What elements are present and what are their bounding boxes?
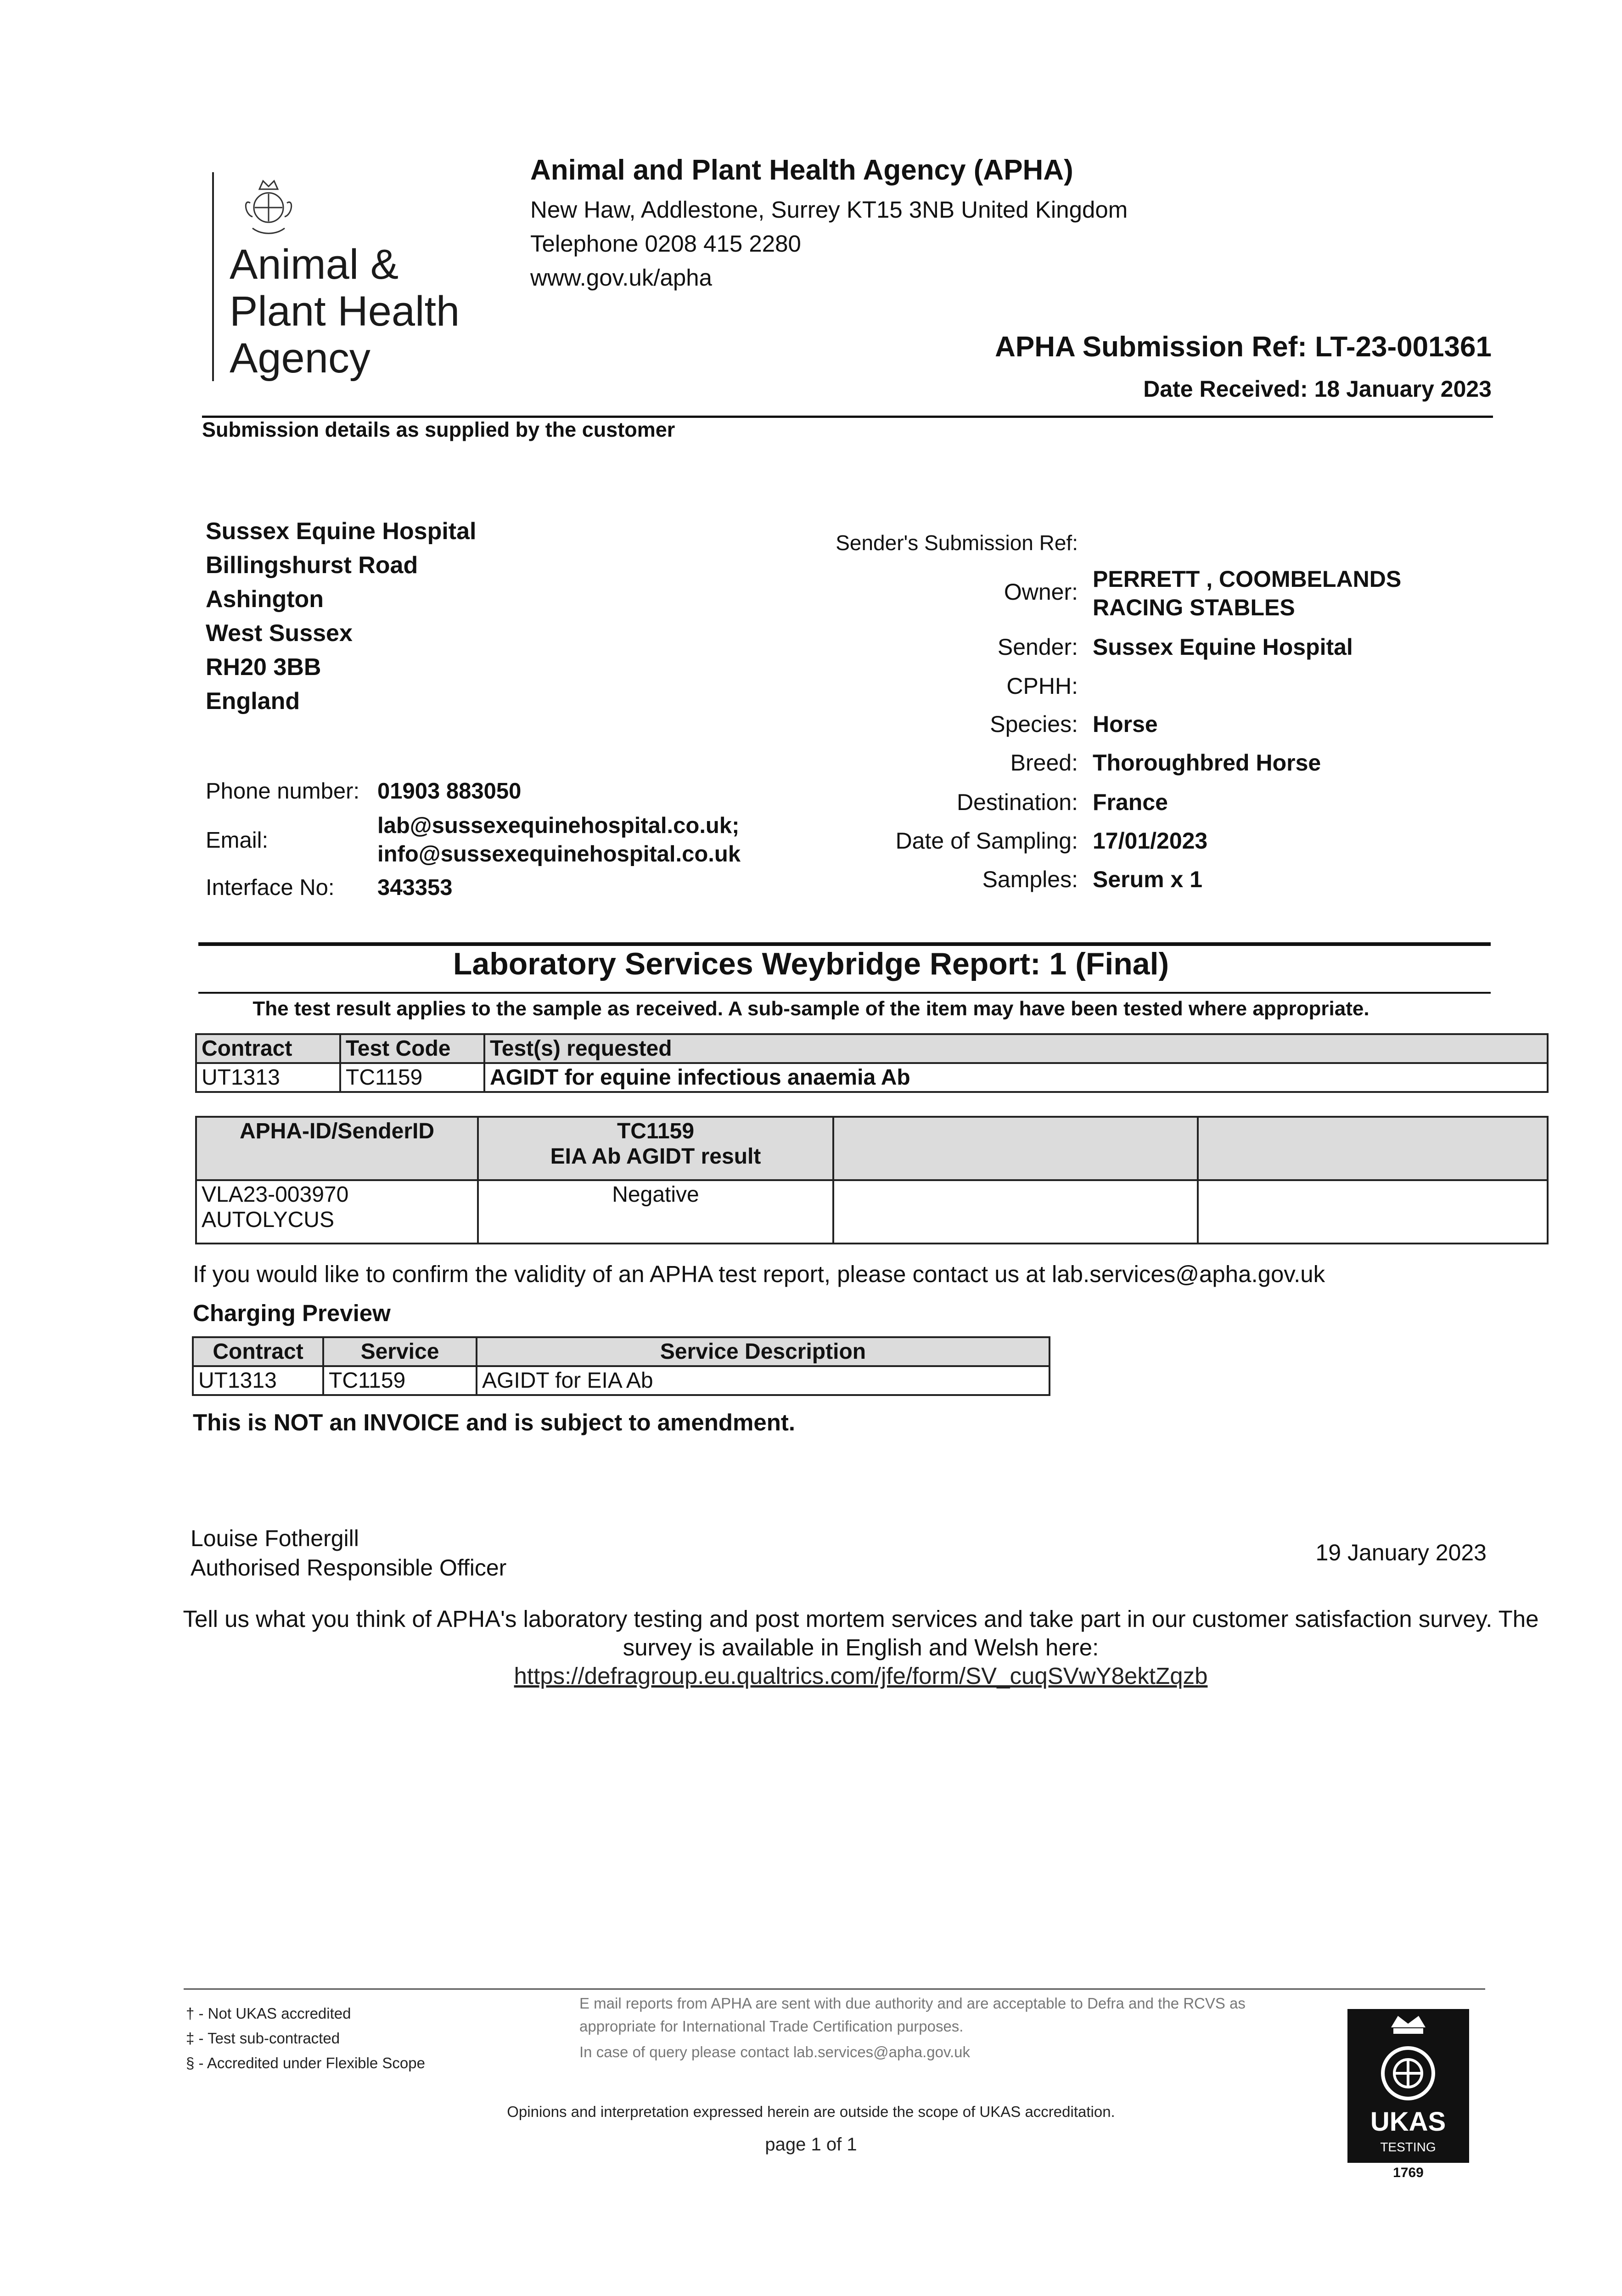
survey-link[interactable]: https://defragroup.eu.qualtrics.com/jfe/form/SV_cuqSVwY8ektZqzb bbox=[514, 1663, 1208, 1689]
report-title: Laboratory Services Weybridge Report: 1 (Final) bbox=[453, 946, 1169, 981]
owner-value-2: RACING STABLES bbox=[1093, 595, 1295, 620]
interface-value: 343353 bbox=[377, 875, 453, 900]
email-value-1: lab@sussexequinehospital.co.uk; bbox=[377, 813, 740, 838]
breed-label: Breed: bbox=[1010, 750, 1078, 776]
cell-test-requested: AGIDT for equine infectious anaemia Ab bbox=[484, 1063, 1548, 1092]
address-line: RH20 3BB bbox=[206, 654, 321, 681]
legend-item: § - Accredited under Flexible Scope bbox=[186, 2054, 425, 2071]
legend-item: † - Not UKAS accredited bbox=[186, 2005, 351, 2022]
date-received: Date Received: 18 January 2023 bbox=[1143, 376, 1492, 402]
footer-rule bbox=[184, 1988, 1485, 1990]
agency-telephone: Telephone 0208 415 2280 bbox=[530, 231, 801, 257]
results-table bbox=[195, 1116, 1549, 1244]
logo-line-2: Plant Health bbox=[230, 288, 460, 335]
agency-contact-block bbox=[530, 193, 1128, 295]
sender-value: Sussex Equine Hospital bbox=[1093, 634, 1353, 660]
signature-date: 19 January 2023 bbox=[1315, 1540, 1487, 1565]
owner-value-1: PERRETT , COOMBELANDS bbox=[1093, 566, 1402, 592]
address-line: West Sussex bbox=[206, 620, 353, 647]
table-row bbox=[196, 1063, 1548, 1092]
confirm-validity-text: If you would like to confirm the validity of an APHA test report, please contact us at lab.services@apha.gov.uk bbox=[193, 1261, 1325, 1287]
charging-preview-heading: Charging Preview bbox=[193, 1300, 391, 1326]
ukas-sub-label: TESTING bbox=[1380, 2140, 1436, 2154]
interface-label: Interface No: bbox=[206, 875, 335, 900]
royal-crest-icon bbox=[232, 171, 305, 240]
logo-line-3: Agency bbox=[230, 335, 370, 382]
sampling-date-label: Date of Sampling: bbox=[895, 828, 1078, 854]
column-header-test-code: Test Code bbox=[340, 1034, 484, 1063]
phone-value: 01903 883050 bbox=[377, 779, 522, 804]
ukas-crown-mark-icon bbox=[1347, 2009, 1469, 2163]
table-header-row bbox=[196, 1034, 1548, 1063]
column-header-result bbox=[478, 1117, 833, 1180]
table-header-row bbox=[193, 1337, 1050, 1366]
cell-service: TC1159 bbox=[323, 1366, 477, 1395]
report-rule-bottom bbox=[198, 992, 1491, 994]
column-header-empty bbox=[1198, 1117, 1548, 1180]
result-test-code: TC1159 bbox=[617, 1119, 695, 1143]
sample-apha-id: VLA23-003970 bbox=[202, 1182, 349, 1207]
cell-result: Negative bbox=[478, 1180, 833, 1244]
cell-sample-id bbox=[196, 1180, 478, 1244]
column-header-contract: Contract bbox=[196, 1034, 340, 1063]
cphh-label: CPHH: bbox=[1006, 673, 1078, 699]
address-line: Ashington bbox=[206, 586, 324, 613]
survey-block bbox=[174, 1605, 1547, 1690]
ukas-label: UKAS bbox=[1370, 2107, 1446, 2137]
not-invoice-notice: This is NOT an INVOICE and is subject to amendment. bbox=[193, 1409, 796, 1435]
accreditation-legend bbox=[186, 2001, 425, 2076]
table-header-row bbox=[196, 1117, 1548, 1180]
phone-label: Phone number: bbox=[206, 779, 360, 804]
sample-sender-id: AUTOLYCUS bbox=[202, 1208, 334, 1232]
table-row bbox=[196, 1180, 1548, 1244]
senders-ref-label: Sender's Submission Ref: bbox=[836, 531, 1078, 555]
sampling-date-value: 17/01/2023 bbox=[1093, 828, 1208, 854]
charging-table bbox=[192, 1336, 1050, 1396]
legend-item: ‡ - Test sub-contracted bbox=[186, 2030, 340, 2047]
sender-label: Sender: bbox=[997, 634, 1078, 660]
email-note-text: E mail reports from APHA are sent with due authority and are acceptable to Defra and the RCVS as appropriate for International Trade Certification purposes. bbox=[579, 1995, 1246, 2035]
column-header-service: Service bbox=[323, 1337, 477, 1366]
owner-label: Owner: bbox=[1004, 579, 1078, 605]
survey-text: Tell us what you think of APHA's laboratory testing and post mortem services and take part in our customer satisfaction survey. The survey is available in English and Welsh here: bbox=[183, 1606, 1539, 1660]
email-value-2: info@sussexequinehospital.co.uk bbox=[377, 842, 741, 867]
destination-label: Destination: bbox=[956, 789, 1078, 815]
samples-label: Samples: bbox=[982, 867, 1078, 892]
customer-address bbox=[206, 514, 477, 718]
agency-address: New Haw, Addlestone, Surrey KT15 3NB United Kingdom bbox=[530, 197, 1128, 223]
logo-divider bbox=[212, 172, 214, 381]
table-row bbox=[193, 1366, 1050, 1395]
address-line: England bbox=[206, 688, 300, 715]
breed-value: Thoroughbred Horse bbox=[1093, 750, 1321, 776]
column-header-contract: Contract bbox=[193, 1337, 323, 1366]
signatory-name: Louise Fothergill bbox=[191, 1525, 359, 1551]
destination-value: France bbox=[1093, 789, 1168, 815]
species-value: Horse bbox=[1093, 711, 1158, 737]
tests-requested-table bbox=[195, 1033, 1549, 1093]
signatory-block bbox=[191, 1524, 506, 1582]
agency-website: www.gov.uk/apha bbox=[530, 264, 712, 291]
cell-test-code: TC1159 bbox=[340, 1063, 484, 1092]
address-line: Billingshurst Road bbox=[206, 552, 418, 579]
species-label: Species: bbox=[990, 711, 1078, 737]
email-label: Email: bbox=[206, 828, 269, 853]
report-note: The test result applies to the sample as received. A sub-sample of the item may have been tested where appropriate. bbox=[253, 997, 1369, 1020]
column-header-apha-id: APHA-ID/SenderID bbox=[196, 1117, 478, 1180]
ukas-number: 1769 bbox=[1393, 2165, 1424, 2180]
agency-logo-wordmark bbox=[230, 241, 460, 382]
cell-empty bbox=[1198, 1180, 1548, 1244]
opinions-disclaimer: Opinions and interpretation expressed herein are outside the scope of UKAS accreditation. bbox=[507, 2103, 1115, 2120]
signatory-role: Authorised Responsible Officer bbox=[191, 1555, 507, 1581]
email-authority-note bbox=[579, 1992, 1268, 2064]
query-note-text: In case of query please contact lab.services@apha.gov.uk bbox=[579, 2043, 971, 2060]
samples-value: Serum x 1 bbox=[1093, 867, 1203, 892]
result-test-name: EIA Ab AGIDT result bbox=[550, 1144, 761, 1169]
cell-service-description: AGIDT for EIA Ab bbox=[477, 1366, 1050, 1395]
column-header-service-description: Service Description bbox=[477, 1337, 1050, 1366]
column-header-empty bbox=[833, 1117, 1198, 1180]
agency-name: Animal and Plant Health Agency (APHA) bbox=[530, 154, 1073, 186]
submission-ref: APHA Submission Ref: LT-23-001361 bbox=[995, 331, 1492, 363]
cell-contract: UT1313 bbox=[196, 1063, 340, 1092]
report-rule-top bbox=[198, 942, 1491, 946]
submission-details-heading: Submission details as supplied by the customer bbox=[202, 418, 675, 441]
logo-line-1: Animal & bbox=[230, 241, 399, 288]
page-number: page 1 of 1 bbox=[765, 2134, 857, 2155]
address-line: Sussex Equine Hospital bbox=[206, 518, 477, 545]
column-header-tests-requested: Test(s) requested bbox=[484, 1034, 1548, 1063]
cell-empty bbox=[833, 1180, 1198, 1244]
cell-contract: UT1313 bbox=[193, 1366, 323, 1395]
